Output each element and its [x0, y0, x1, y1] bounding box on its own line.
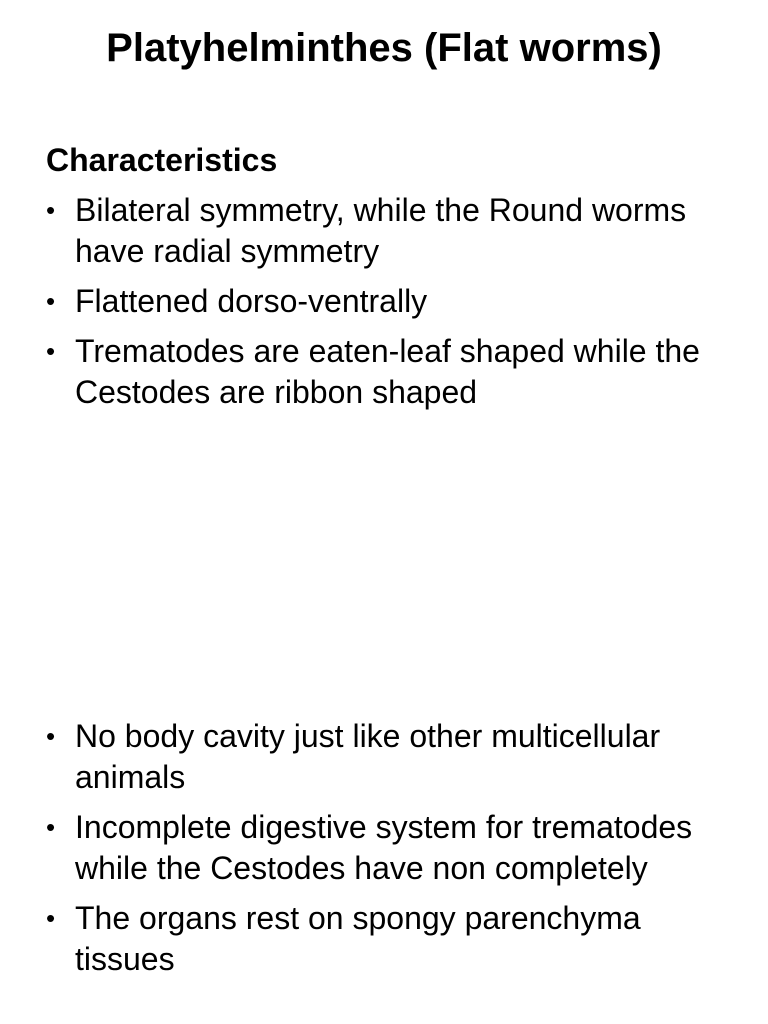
- list-item: [46, 190, 726, 272]
- bullet-text: Trematodes are eaten-leaf shaped while the Cestodes are ribbon shaped: [75, 333, 700, 410]
- characteristics-list-top: [46, 190, 726, 422]
- slide-title: Platyhelminthes (Flat worms): [106, 26, 662, 70]
- bullet-icon: •: [46, 721, 56, 751]
- list-item: [46, 807, 726, 889]
- bullet-icon: •: [46, 336, 56, 366]
- bullet-text: No body cavity just like other multicellular animals: [75, 718, 661, 795]
- list-item: [46, 898, 726, 980]
- bullet-icon: •: [46, 286, 56, 316]
- bullet-icon: •: [46, 195, 56, 225]
- list-item: [46, 281, 726, 322]
- bullet-text: Incomplete digestive system for trematodes while the Cestodes have non completely: [75, 809, 693, 886]
- section-heading-characteristics: Characteristics: [46, 142, 278, 178]
- bullet-icon: •: [46, 903, 56, 933]
- bullet-text: The organs rest on spongy parenchyma tissues: [75, 900, 641, 977]
- list-item: [46, 331, 726, 413]
- bullet-icon: •: [46, 812, 56, 842]
- bullet-text: Flattened dorso-ventrally: [75, 283, 428, 319]
- characteristics-list-bottom: [46, 716, 726, 989]
- bullet-text: Bilateral symmetry, while the Round worms have radial symmetry: [75, 192, 687, 269]
- list-item: [46, 716, 726, 798]
